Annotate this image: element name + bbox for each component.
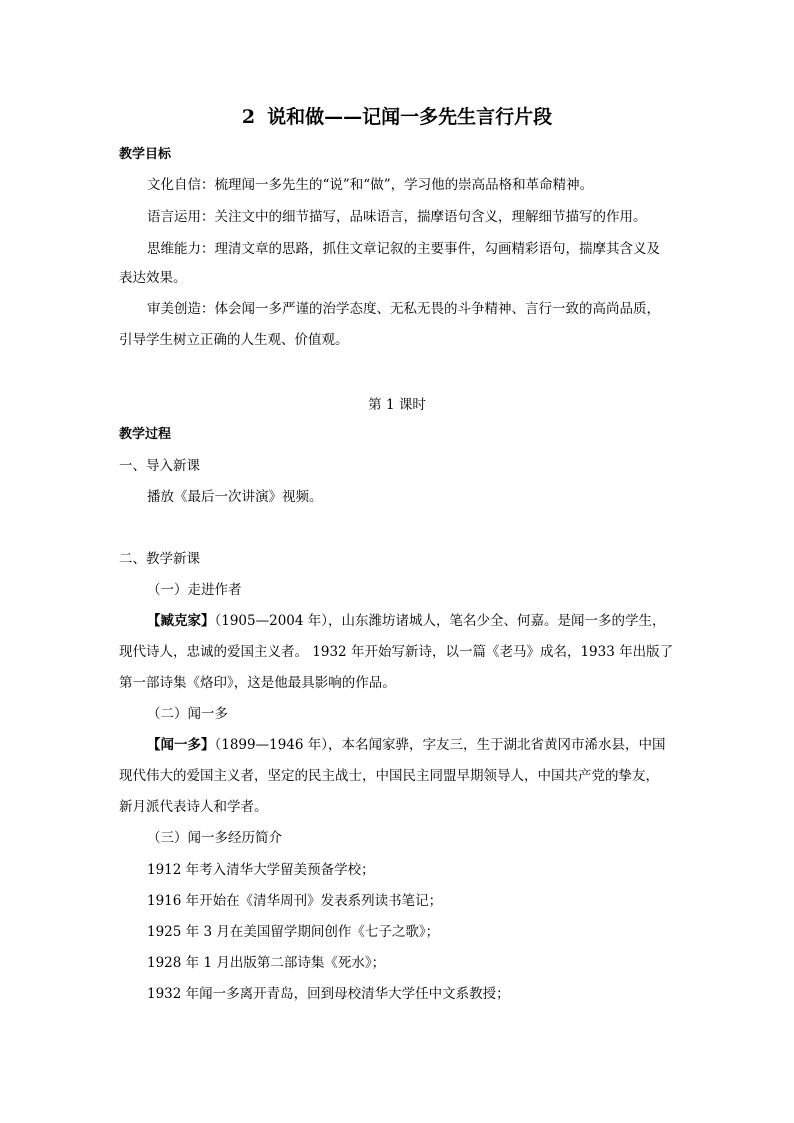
- timeline-heading: （三）闻一多经历简介: [147, 830, 282, 846]
- title-text: 说和做——记闻一多先生言行片段: [267, 106, 553, 128]
- intro-text: 播放《最后一次讲演》视频。: [147, 489, 323, 505]
- wen-tag: 【闻一多】: [147, 737, 215, 753]
- wen-heading: （二）闻一多: [147, 706, 228, 722]
- timeline-item: 1916 年开始在《清华周刊》发表系列读书笔记；: [147, 893, 443, 909]
- wen-para-line3: 新月派代表诗人和学者。: [119, 799, 268, 815]
- objective-label: 审美创造：: [147, 301, 215, 317]
- wen-para-line2: 现代伟大的爱国主义者，坚定的民主战士，中国民主同盟早期领导人，中国共产党的挚友，: [119, 768, 659, 784]
- intro-heading: 一、导入新课: [119, 458, 200, 474]
- objective-thinking-cont: 表达效果。: [119, 270, 187, 286]
- author-tag: 【臧克家】: [147, 613, 215, 629]
- timeline-item: 1925 年 3 月在美国留学期间创作《七子之歌》；: [147, 924, 440, 940]
- author-para-line3: 第一部诗集《烙印》，这是他最具影响的作品。: [119, 675, 396, 691]
- objective-text: 关注文中的细节描写，品味语言，揣摩语句含义，理解细节描写的作用。: [214, 209, 647, 225]
- lesson-number: 2: [241, 106, 256, 128]
- objective-language: [147, 207, 647, 227]
- new-lesson-heading: 二、教学新课: [119, 551, 200, 567]
- objective-aesthetic: [147, 299, 660, 319]
- process-heading: 教学过程: [119, 427, 172, 442]
- lesson-label: 第 1 课时: [368, 397, 426, 413]
- page-title: [0, 104, 794, 130]
- objective-culture: [147, 175, 593, 195]
- objectives-heading: 教学目标: [119, 147, 172, 162]
- timeline-item: 1932 年闻一多离开青岛，回到母校清华大学任中文系教授；: [147, 986, 510, 1002]
- wen-para-line1: [147, 735, 666, 755]
- author-heading: （一）走进作者: [147, 582, 242, 598]
- author-text: （1905—2004 年），山东潍坊诸城人，笔名少全、何嘉。是闻一多的学生，: [214, 613, 666, 629]
- objective-text: 体会闻一多严谨的治学态度、无私无畏的斗争精神、言行一致的高尚品质，: [214, 301, 660, 317]
- timeline-item: 1912 年考入清华大学留美预备学校；: [147, 862, 375, 878]
- author-para-line2: 现代诗人，忠诚的爱国主义者。 1932 年开始写新诗，以一篇《老马》成名，1933 年出版了: [119, 644, 674, 660]
- objective-thinking: [147, 239, 660, 259]
- objective-label: 文化自信：: [147, 177, 215, 193]
- timeline-item: 1928 年 1 月出版第二部诗集《死水》；: [147, 955, 386, 971]
- objective-text: 理清文章的思路，抓住文章记叙的主要事件，勾画精彩语句，揣摩其含义及: [214, 241, 660, 257]
- author-para-line1: [147, 611, 666, 631]
- objective-label: 思维能力：: [147, 241, 215, 257]
- objective-aesthetic-cont: 引导学生树立正确的人生观、价值观。: [119, 332, 349, 348]
- objective-text: 梳理闻一多先生的“说”和“做”，学习他的崇高品格和革命精神。: [214, 177, 594, 193]
- wen-text: （1899—1946 年），本名闻家骅，字友三，生于湖北省黄冈市浠水县，中国: [214, 737, 666, 753]
- objective-label: 语言运用：: [147, 209, 215, 225]
